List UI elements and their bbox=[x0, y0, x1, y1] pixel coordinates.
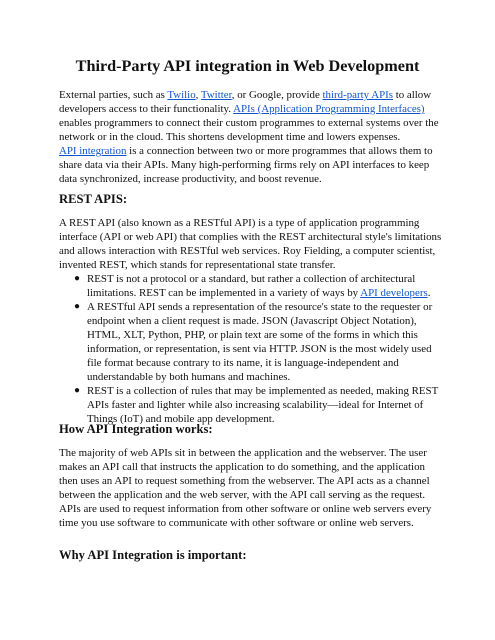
intro-line-2 bbox=[59, 102, 425, 116]
page-title: Third-Party API integration in Web Development bbox=[75, 57, 420, 75]
bullet-2-line-1: A RESTful API sends a representation of the resource's state to the requester or bbox=[87, 301, 433, 313]
how-line-6: time you use software to communicate with other software or online web servers. bbox=[59, 517, 414, 529]
rest-line-4: invented REST, which stands for representational state transfer. bbox=[59, 259, 336, 271]
why-heading: Why API Integration is important: bbox=[59, 548, 247, 562]
twitter-link[interactable]: Twitter bbox=[200, 89, 232, 101]
bullet-2-line-4: information, or representation, is sent via HTTP. JSON is the most widely used bbox=[87, 343, 432, 355]
bullet-3-line-2: APIs faster and lighter while also increasing scalability—ideal for Internet of bbox=[87, 399, 424, 411]
rest-line-2: interface (API or web API) that complies with the REST architectural style's limitations bbox=[59, 231, 442, 243]
rest-line-3: and allows interaction with RESTful web services. Roy Fielding, a computer scientist, bbox=[59, 245, 436, 257]
intro-text: to allow bbox=[393, 89, 432, 101]
bullet-icon: ● bbox=[74, 385, 81, 396]
rest-line-1: A REST API (also known as a RESTful API) is a type of application programming bbox=[59, 217, 420, 229]
third-party-apis-link[interactable]: third-party APIs bbox=[322, 89, 393, 101]
intro-line-1 bbox=[59, 88, 431, 102]
intro-line-5 bbox=[59, 144, 433, 158]
intro-line-6: share data via their APIs. Many high-performing firms rely on API interfaces to keep bbox=[59, 159, 430, 171]
how-line-5: APIs are used to request information from other software or online web servers every bbox=[59, 503, 432, 515]
how-line-4: between the application and the web server, with the API call serving as the request. bbox=[59, 489, 426, 501]
intro-text: External parties, such as bbox=[59, 89, 168, 101]
bullet-icon: ● bbox=[74, 301, 81, 312]
bullet-2-line-6: understandable by both humans and machines. bbox=[87, 371, 291, 383]
intro-line-3: enables programmers to connect their custom programmes to external systems over the bbox=[59, 117, 439, 129]
bullet-2-line-5: file format because contrary to its name, it is language-independent and bbox=[87, 357, 399, 369]
apis-link[interactable]: APIs (Application Programming Interfaces) bbox=[233, 103, 425, 115]
bullet-2-line-3: HTML, XLT, Python, PHP, or plain text are some of the forms in which this bbox=[87, 329, 418, 341]
rest-heading: REST APIS: bbox=[59, 192, 128, 206]
how-line-2: makes an API call that instructs the application to do something, and the application bbox=[59, 461, 425, 473]
api-developers-link[interactable]: API developers bbox=[360, 287, 428, 299]
bullet-1-line-2 bbox=[87, 286, 430, 300]
intro-line-4: network or in the cloud. This shortens development time and lowers expenses. bbox=[59, 131, 401, 143]
how-heading: How API Integration works: bbox=[59, 422, 213, 436]
bullet-1-line-1: REST is not a protocol or a standard, but rather a collection of architectural bbox=[87, 273, 416, 285]
intro-text: , or Google, provide bbox=[231, 89, 323, 101]
api-integration-link[interactable]: API integration bbox=[59, 145, 127, 157]
how-line-1: The majority of web APIs sit in between the application and the webserver. The user bbox=[59, 447, 427, 459]
bullet-3-line-1: REST is a collection of rules that may be implemented as needed, making REST bbox=[87, 385, 439, 397]
intro-text: , bbox=[195, 89, 201, 101]
bullet-icon: ● bbox=[74, 273, 81, 284]
bullet-2-line-2: endpoint when a client request is made. JSON (Javascript Object Notation), bbox=[87, 315, 417, 327]
twilio-link[interactable]: Twilio bbox=[167, 89, 196, 101]
bullet-text: limitations. REST can be implemented in a variety of ways by bbox=[87, 287, 361, 299]
bullet-3-line-3: Things (IoT) and mobile app development. bbox=[87, 413, 275, 425]
intro-text: developers access to their functionality. bbox=[59, 103, 234, 115]
intro-text: is a connection between two or more programmes that allows them to bbox=[126, 145, 433, 157]
intro-line-7: data synchronized, increase productivity, and boost revenue. bbox=[59, 173, 322, 185]
how-line-3: then uses an API to request something from the webserver. The API acts as a channel bbox=[59, 475, 430, 487]
bullet-text: . bbox=[427, 287, 431, 299]
